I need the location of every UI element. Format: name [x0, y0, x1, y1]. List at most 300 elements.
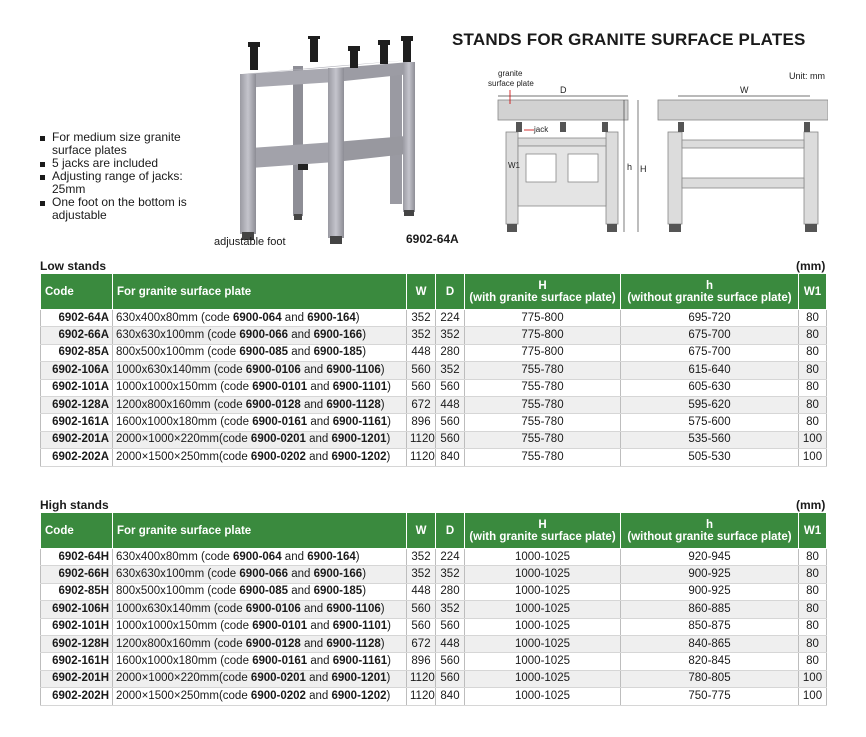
- plate-text: 1600x1000x180mm: [116, 655, 218, 668]
- H-cell: 775-800: [465, 310, 621, 327]
- plate-text: 1000x630x140mm: [116, 363, 211, 376]
- plate-code: 6900-085: [239, 585, 289, 598]
- d-cell: 560: [436, 414, 465, 431]
- w1-cell: 100: [799, 688, 827, 705]
- plate-cell: [113, 449, 407, 466]
- w-cell: 1120: [407, 670, 436, 687]
- model-label: 6902-64A: [406, 232, 459, 246]
- plate-code: 6900-1201: [331, 672, 387, 685]
- plate-cell: [113, 601, 407, 618]
- plate-cell: [113, 583, 407, 600]
- code-cell: 6902-101A: [41, 379, 113, 396]
- high-stands-unit: (mm): [796, 498, 826, 512]
- w1-cell: 80: [799, 549, 827, 566]
- plate-text: and: [307, 381, 333, 394]
- plate-text: and: [288, 585, 314, 598]
- plate-cell: [113, 431, 407, 448]
- low-stands-unit: (mm): [796, 259, 826, 273]
- w1-cell: 80: [799, 601, 827, 618]
- plate-text: (code: [217, 620, 253, 633]
- d-cell: 352: [436, 601, 465, 618]
- table-row: [41, 362, 827, 379]
- w-cell: 352: [407, 310, 436, 327]
- H-cell: 755-780: [465, 449, 621, 466]
- table-row: [41, 566, 827, 583]
- code-cell: 6902-202A: [41, 449, 113, 466]
- h-cell: 850-875: [621, 618, 799, 635]
- plate-label-2: surface plate: [488, 79, 534, 88]
- col-plate: For granite surface plate: [113, 513, 407, 549]
- d-cell: 840: [436, 688, 465, 705]
- plate-text: (code: [210, 602, 246, 615]
- high-stands-title: High stands: [40, 498, 109, 512]
- plate-text: (code: [210, 637, 246, 650]
- w1-cell: 100: [799, 449, 827, 466]
- plate-text: ): [386, 672, 391, 685]
- plate-text: (code: [197, 550, 233, 563]
- table-row: [41, 635, 827, 652]
- plate-text: 800x500x100mm: [116, 585, 205, 598]
- low-stands-body: [41, 310, 827, 467]
- plate-text: (code: [218, 450, 251, 463]
- plate-text: ): [362, 346, 367, 359]
- plate-text: (code: [210, 363, 246, 376]
- plate-cell: [113, 653, 407, 670]
- plate-text: 800x500x100mm: [116, 346, 205, 359]
- d-cell: 352: [436, 327, 465, 344]
- feature-list: [40, 131, 205, 222]
- table-row: [41, 549, 827, 566]
- code-cell: 6902-101H: [41, 618, 113, 635]
- plate-text: and: [305, 689, 332, 702]
- w1-cell: 80: [799, 583, 827, 600]
- H-cell: 1000-1025: [465, 670, 621, 687]
- h-cell: 750-775: [621, 688, 799, 705]
- plate-text: (code: [204, 568, 240, 581]
- plate-text: (code: [210, 398, 246, 411]
- plate-text: 2000×1500×250mm: [116, 689, 219, 702]
- table-row: [41, 601, 827, 618]
- w1-cell: 80: [799, 396, 827, 413]
- plate-cell: [113, 635, 407, 652]
- col-H-sub: (with granite surface plate): [469, 291, 616, 304]
- w1-cell: 80: [799, 635, 827, 652]
- table-row: [41, 583, 827, 600]
- h-cell: 820-845: [621, 653, 799, 670]
- plate-text: ): [380, 363, 385, 376]
- col-H: [465, 513, 621, 549]
- h-cell: 695-720: [621, 310, 799, 327]
- plate-code: 6900-1128: [326, 637, 381, 650]
- H-cell: 755-780: [465, 431, 621, 448]
- table-row: [41, 379, 827, 396]
- plate-text: 2000×1000×220mm: [116, 433, 219, 446]
- plate-text: and: [300, 637, 327, 650]
- plate-code: 6900-185: [313, 585, 363, 598]
- table-row: [41, 670, 827, 687]
- w-cell: 448: [407, 583, 436, 600]
- h-cell: 780-805: [621, 670, 799, 687]
- unit-label: Unit: mm: [789, 71, 825, 81]
- plate-cell: [113, 396, 407, 413]
- w-cell: 672: [407, 635, 436, 652]
- feature-item: For medium size granite surface plates: [40, 131, 205, 157]
- plate-cell: [113, 379, 407, 396]
- plate-cell: [113, 670, 407, 687]
- plate-text: 630x630x100mm: [116, 329, 205, 342]
- plate-code: 6900-166: [313, 568, 363, 581]
- jack-label: jack: [534, 125, 549, 134]
- table-row: [41, 653, 827, 670]
- d-cell: 224: [436, 549, 465, 566]
- d-cell: 560: [436, 653, 465, 670]
- w-cell: 896: [407, 653, 436, 670]
- plate-code: 6900-0202: [250, 450, 306, 463]
- plate-code: 6900-0201: [250, 433, 306, 446]
- adjustable-foot-label: adjustable foot: [214, 236, 286, 248]
- H-cell: 1000-1025: [465, 601, 621, 618]
- w1-cell: 80: [799, 327, 827, 344]
- table-row: [41, 431, 827, 448]
- plate-code: 6900-1106: [326, 602, 381, 615]
- plate-text: and: [307, 416, 333, 429]
- plate-text: 2000×1000×220mm: [116, 672, 219, 685]
- h-cell: 575-600: [621, 414, 799, 431]
- H-cell: 755-780: [465, 362, 621, 379]
- H-cell: 775-800: [465, 327, 621, 344]
- plate-text: and: [307, 620, 333, 633]
- w-cell: 896: [407, 414, 436, 431]
- table-row: [41, 310, 827, 327]
- col-h-main: h: [705, 279, 714, 292]
- w-cell: 672: [407, 396, 436, 413]
- plate-text: (code: [217, 416, 253, 429]
- plate-text: ): [387, 655, 391, 668]
- plate-code: 6900-085: [239, 346, 289, 359]
- code-cell: 6902-201A: [41, 431, 113, 448]
- plate-text: and: [281, 311, 308, 324]
- plate-text: ): [362, 568, 367, 581]
- col-h-sub: (without granite surface plate): [627, 530, 792, 543]
- plate-text: ): [362, 585, 367, 598]
- w-cell: 1120: [407, 449, 436, 466]
- plate-code: 6900-1161: [332, 416, 388, 429]
- w-cell: 560: [407, 379, 436, 396]
- w-cell: 352: [407, 566, 436, 583]
- h-cell: 900-925: [621, 566, 799, 583]
- d-cell: 448: [436, 396, 465, 413]
- w1-cell: 80: [799, 653, 827, 670]
- d-cell: 352: [436, 566, 465, 583]
- low-stands-table: [40, 273, 827, 467]
- plate-text: ): [387, 620, 391, 633]
- plate-code: 6900-0128: [245, 637, 301, 650]
- table-row: [41, 618, 827, 635]
- col-code: Code: [41, 513, 113, 549]
- plate-text: and: [305, 672, 332, 685]
- code-cell: 6902-64A: [41, 310, 113, 327]
- H-cell: 755-780: [465, 396, 621, 413]
- plate-code: 6900-0202: [250, 689, 306, 702]
- plate-text: and: [305, 450, 332, 463]
- plate-text: (code: [217, 655, 253, 668]
- plate-text: 2000×1500×250mm: [116, 450, 219, 463]
- h-cell: 675-700: [621, 344, 799, 361]
- d-cell: 560: [436, 670, 465, 687]
- code-cell: 6902-161H: [41, 653, 113, 670]
- plate-code: 6900-164: [307, 550, 356, 563]
- dim-small-h: h: [627, 162, 633, 172]
- d-cell: 224: [436, 310, 465, 327]
- plate-code: 6900-0101: [252, 381, 308, 394]
- dim-w: W: [740, 85, 749, 95]
- table-row: [41, 414, 827, 431]
- plate-code: 6900-0161: [252, 416, 308, 429]
- col-d: D: [436, 513, 465, 549]
- plate-code: 6900-064: [233, 311, 282, 324]
- dimension-drawing: [488, 60, 828, 250]
- plate-text: ): [386, 689, 391, 702]
- col-code: Code: [41, 274, 113, 310]
- H-cell: 1000-1025: [465, 688, 621, 705]
- H-cell: 775-800: [465, 344, 621, 361]
- h-cell: 920-945: [621, 549, 799, 566]
- col-H: [465, 274, 621, 310]
- col-H-main: H: [538, 518, 547, 531]
- col-h: [621, 274, 799, 310]
- plate-text: 1000x1000x150mm: [116, 381, 218, 394]
- plate-text: ): [355, 311, 360, 324]
- plate-text: (code: [218, 433, 251, 446]
- w1-cell: 80: [799, 344, 827, 361]
- H-cell: 1000-1025: [465, 618, 621, 635]
- plate-cell: [113, 327, 407, 344]
- w-cell: 560: [407, 362, 436, 379]
- plate-code: 6900-166: [313, 329, 363, 342]
- d-cell: 280: [436, 583, 465, 600]
- code-cell: 6902-201H: [41, 670, 113, 687]
- plate-code: 6900-0161: [252, 655, 308, 668]
- w1-cell: 80: [799, 414, 827, 431]
- w-cell: 1120: [407, 688, 436, 705]
- dim-big-h: H: [640, 164, 647, 174]
- plate-code: 6900-0106: [245, 363, 301, 376]
- high-stands-table: [40, 512, 827, 706]
- plate-code: 6900-185: [313, 346, 363, 359]
- plate-code: 6900-1202: [331, 450, 387, 463]
- d-cell: 352: [436, 362, 465, 379]
- col-H-sub: (with granite surface plate): [469, 530, 616, 543]
- plate-cell: [113, 414, 407, 431]
- plate-code: 6900-1201: [331, 433, 387, 446]
- col-w: W: [407, 274, 436, 310]
- table-row: [41, 396, 827, 413]
- plate-cell: [113, 618, 407, 635]
- H-cell: 1000-1025: [465, 566, 621, 583]
- col-w: W: [407, 513, 436, 549]
- plate-cell: [113, 344, 407, 361]
- plate-code: 6900-0128: [245, 398, 301, 411]
- table-row: [41, 449, 827, 466]
- w-cell: 352: [407, 327, 436, 344]
- w1-cell: 100: [799, 431, 827, 448]
- plate-code: 6900-064: [233, 550, 282, 563]
- h-cell: 535-560: [621, 431, 799, 448]
- H-cell: 1000-1025: [465, 653, 621, 670]
- page-title: STANDS FOR GRANITE SURFACE PLATES: [452, 30, 806, 49]
- plate-text: ): [386, 450, 391, 463]
- feature-item: 5 jacks are included: [40, 157, 205, 170]
- w-cell: 560: [407, 601, 436, 618]
- H-cell: 1000-1025: [465, 635, 621, 652]
- H-cell: 1000-1025: [465, 549, 621, 566]
- h-cell: 860-885: [621, 601, 799, 618]
- plate-text: 630x400x80mm: [116, 550, 198, 563]
- plate-text: ): [386, 433, 391, 446]
- code-cell: 6902-106H: [41, 601, 113, 618]
- plate-cell: [113, 362, 407, 379]
- plate-text: (code: [217, 381, 253, 394]
- col-w1: W1: [799, 513, 827, 549]
- plate-text: (code: [204, 329, 240, 342]
- table-row: [41, 688, 827, 705]
- plate-text: (code: [218, 689, 251, 702]
- h-cell: 840-865: [621, 635, 799, 652]
- plate-text: ): [362, 329, 367, 342]
- code-cell: 6902-64H: [41, 549, 113, 566]
- code-cell: 6902-85A: [41, 344, 113, 361]
- plate-text: ): [380, 398, 385, 411]
- plate-code: 6900-0101: [252, 620, 308, 633]
- code-cell: 6902-128A: [41, 396, 113, 413]
- plate-text: and: [288, 346, 314, 359]
- dim-d: D: [560, 85, 567, 95]
- code-cell: 6902-128H: [41, 635, 113, 652]
- plate-text: 630x400x80mm: [116, 311, 198, 324]
- w-cell: 352: [407, 549, 436, 566]
- h-cell: 675-700: [621, 327, 799, 344]
- col-d: D: [436, 274, 465, 310]
- col-h-sub: (without granite surface plate): [627, 291, 792, 304]
- h-cell: 605-630: [621, 379, 799, 396]
- high-stands-body: [41, 549, 827, 706]
- code-cell: 6902-66A: [41, 327, 113, 344]
- plate-text: ): [387, 381, 391, 394]
- plate-text: (code: [197, 311, 233, 324]
- plate-text: ): [387, 416, 391, 429]
- w1-cell: 80: [799, 618, 827, 635]
- col-w1: W1: [799, 274, 827, 310]
- plate-text: and: [300, 363, 327, 376]
- col-plate: For granite surface plate: [113, 274, 407, 310]
- code-cell: 6902-106A: [41, 362, 113, 379]
- code-cell: 6902-85H: [41, 583, 113, 600]
- plate-code: 6900-1128: [326, 398, 381, 411]
- code-cell: 6902-161A: [41, 414, 113, 431]
- table-row: [41, 344, 827, 361]
- H-cell: 1000-1025: [465, 583, 621, 600]
- w1-cell: 80: [799, 362, 827, 379]
- plate-code: 6900-1161: [332, 655, 388, 668]
- stand-photo: [210, 36, 440, 248]
- h-cell: 900-925: [621, 583, 799, 600]
- plate-code: 6900-0106: [245, 602, 301, 615]
- plate-text: 1600x1000x180mm: [116, 416, 218, 429]
- plate-text: (code: [204, 585, 240, 598]
- w1-cell: 80: [799, 310, 827, 327]
- code-cell: 6902-202H: [41, 688, 113, 705]
- h-cell: 505-530: [621, 449, 799, 466]
- plate-code: 6900-0201: [250, 672, 306, 685]
- plate-text: 630x630x100mm: [116, 568, 205, 581]
- H-cell: 755-780: [465, 414, 621, 431]
- h-cell: 615-640: [621, 362, 799, 379]
- plate-text: (code: [218, 672, 251, 685]
- plate-text: ): [355, 550, 360, 563]
- col-H-main: H: [538, 279, 547, 292]
- plate-cell: [113, 549, 407, 566]
- plate-text: ): [380, 602, 385, 615]
- plate-text: and: [281, 550, 308, 563]
- w-cell: 448: [407, 344, 436, 361]
- plate-code: 6900-066: [239, 329, 289, 342]
- d-cell: 560: [436, 431, 465, 448]
- w-cell: 560: [407, 618, 436, 635]
- plate-code: 6900-164: [307, 311, 356, 324]
- plate-code: 6900-1101: [332, 620, 388, 633]
- plate-code: 6900-066: [239, 568, 289, 581]
- col-h: [621, 513, 799, 549]
- low-stands-title: Low stands: [40, 259, 107, 273]
- plate-text: and: [307, 655, 333, 668]
- plate-code: 6900-1202: [331, 689, 387, 702]
- plate-text: 1000x1000x150mm: [116, 620, 218, 633]
- plate-text: 1000x630x140mm: [116, 602, 211, 615]
- plate-text: and: [288, 329, 314, 342]
- d-cell: 840: [436, 449, 465, 466]
- plate-cell: [113, 566, 407, 583]
- d-cell: 560: [436, 618, 465, 635]
- H-cell: 755-780: [465, 379, 621, 396]
- d-cell: 280: [436, 344, 465, 361]
- plate-text: and: [305, 433, 332, 446]
- d-cell: 448: [436, 635, 465, 652]
- d-cell: 560: [436, 379, 465, 396]
- w1-cell: 80: [799, 566, 827, 583]
- plate-text: 1200x800x160mm: [116, 398, 211, 411]
- code-cell: 6902-66H: [41, 566, 113, 583]
- plate-code: 6900-1101: [332, 381, 388, 394]
- plate-text: and: [300, 398, 327, 411]
- w-cell: 1120: [407, 431, 436, 448]
- dim-w1: W1: [508, 161, 520, 170]
- w1-cell: 100: [799, 670, 827, 687]
- plate-cell: [113, 688, 407, 705]
- w1-cell: 80: [799, 379, 827, 396]
- plate-text: (code: [204, 346, 240, 359]
- feature-item: One foot on the bottom is adjustable: [40, 196, 205, 222]
- plate-label-1: granite: [498, 69, 523, 78]
- plate-text: 1200x800x160mm: [116, 637, 211, 650]
- plate-text: and: [300, 602, 327, 615]
- h-cell: 595-620: [621, 396, 799, 413]
- plate-text: ): [380, 637, 385, 650]
- plate-text: and: [288, 568, 314, 581]
- col-h-main: h: [705, 518, 714, 531]
- feature-item: Adjusting range of jacks: 25mm: [40, 170, 205, 196]
- plate-code: 6900-1106: [326, 363, 381, 376]
- table-row: [41, 327, 827, 344]
